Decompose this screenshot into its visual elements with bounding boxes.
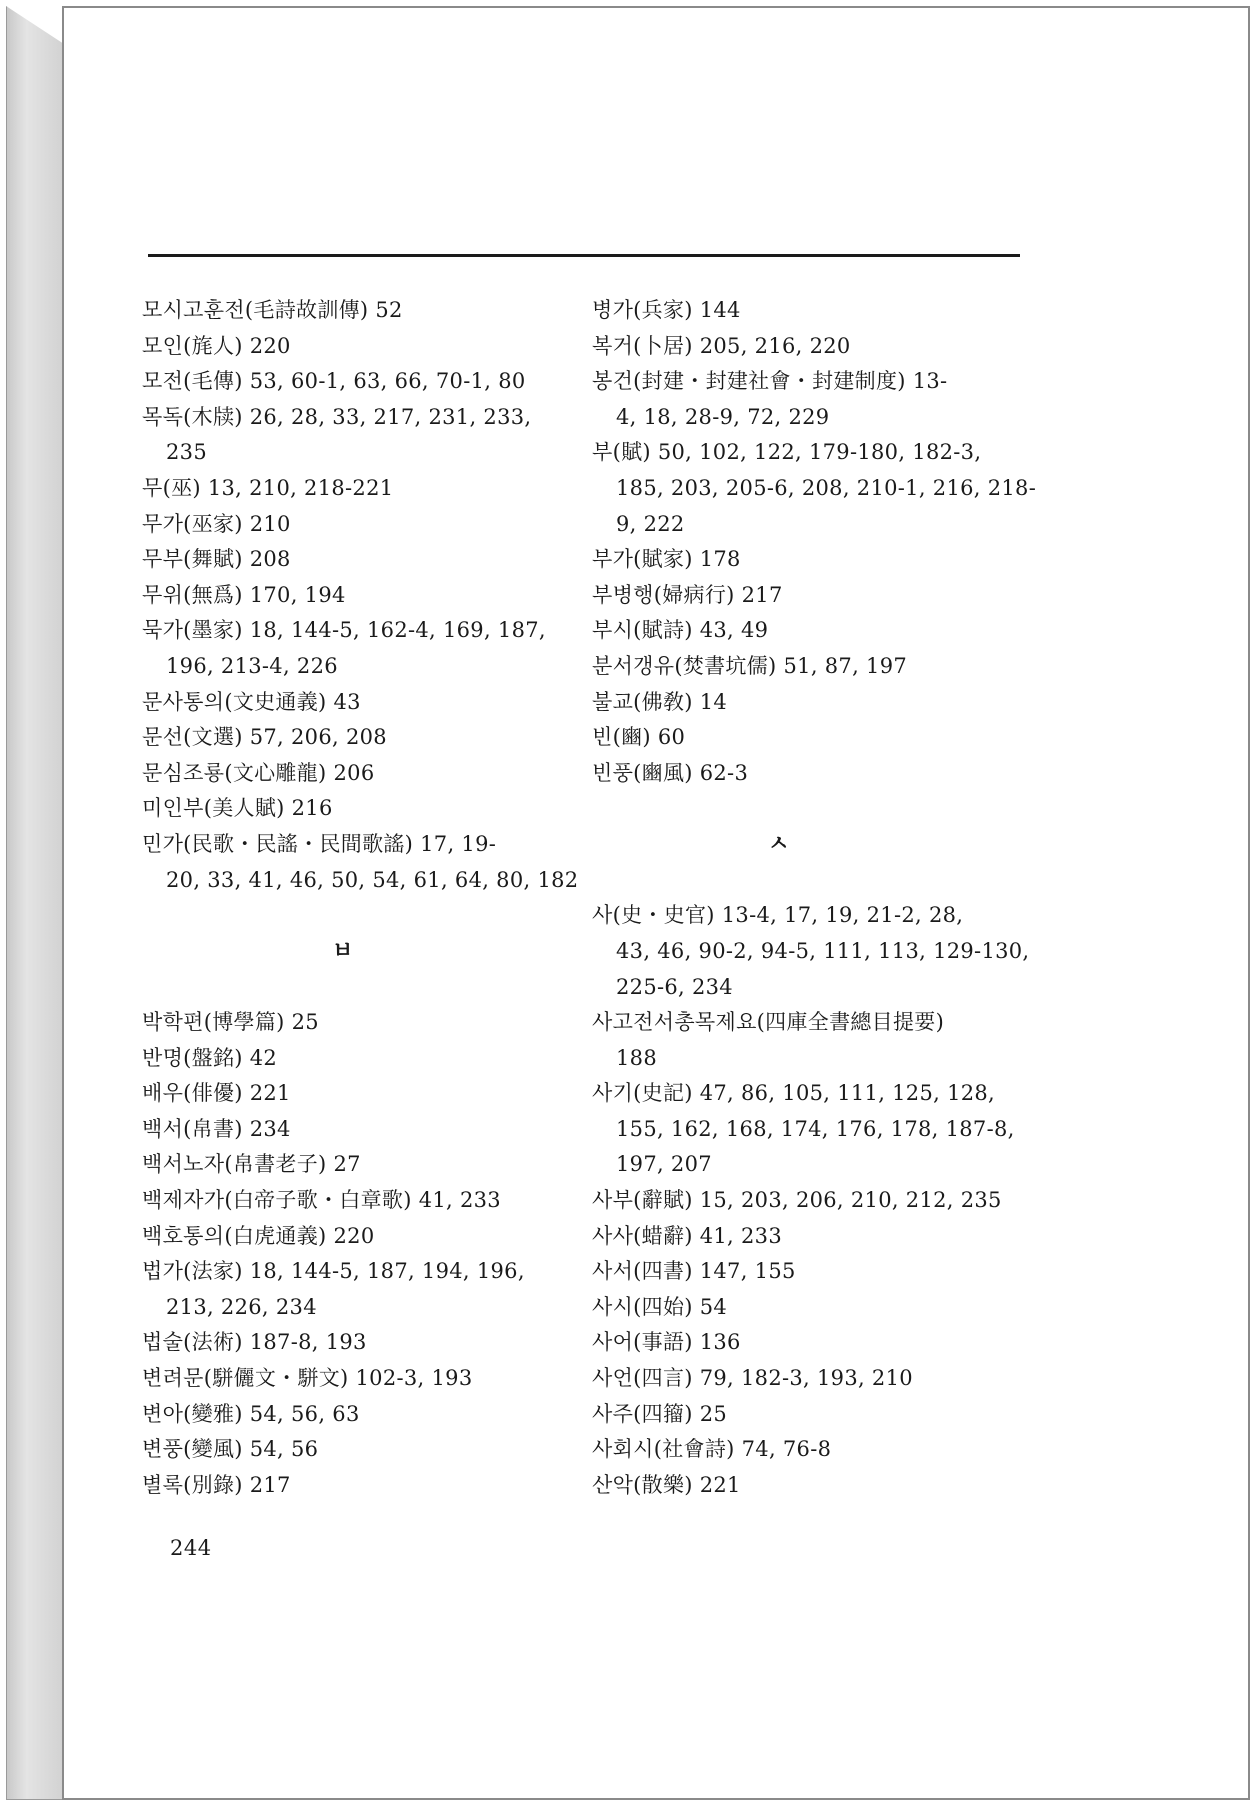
- index-entry: [142, 1468, 612, 1504]
- index-entry-line: 사시(四始) 54: [592, 1294, 728, 1319]
- index-entry-line: 모시고훈전(毛詩故訓傳) 52: [142, 298, 403, 322]
- index-entry-line: 사서(四書) 147, 155: [592, 1259, 796, 1284]
- index-entry: [142, 827, 612, 898]
- left-column: [142, 293, 612, 1503]
- index-entry-line: 무부(舞賦) 208: [142, 547, 291, 572]
- index-entry-line: 사부(辭賦) 15, 203, 206, 210, 212, 235: [592, 1188, 1002, 1213]
- index-entry: [142, 329, 612, 365]
- index-entry: [592, 613, 1032, 649]
- index-entry: [592, 542, 1032, 578]
- index-entry-line: 백서노자(帛書老子) 27: [142, 1152, 361, 1177]
- index-entry: [592, 898, 1032, 1005]
- index-entry-line: 사사(蜡辭) 41, 233: [592, 1223, 782, 1248]
- index-entry-line: 민가(民歌・民謠・民間歌謠) 17, 19-: [142, 831, 497, 856]
- index-entry-line: 묵가(墨家) 18, 144-5, 162-4, 169, 187,: [142, 618, 546, 643]
- index-entry: [142, 791, 612, 827]
- index-entry-line: 백서(帛書) 234: [142, 1116, 291, 1141]
- index-entry-line: 빈(豳) 60: [592, 725, 686, 750]
- index-entry: [142, 364, 612, 400]
- index-entry-line: 법술(法術) 187-8, 193: [142, 1330, 367, 1355]
- header-rule: [148, 254, 1020, 257]
- index-entry-line: 부병행(婦病行) 217: [592, 582, 783, 607]
- index-entry-line: 사주(四籀) 25: [592, 1401, 728, 1426]
- right-column: [592, 293, 1037, 1503]
- index-entry-line: 부(賦) 50, 102, 122, 179-180, 182-3,: [592, 440, 982, 465]
- index-entry-line: 사어(事語) 136: [592, 1330, 741, 1355]
- index-entry-line: 무(巫) 13, 210, 218-221: [142, 475, 394, 500]
- index-entry: [592, 756, 1032, 792]
- index-entry: [142, 1005, 612, 1041]
- index-entry-line: 사회시(社會詩) 74, 76-8: [592, 1437, 832, 1462]
- index-entry: [142, 1112, 612, 1148]
- index-entry-continuation: 20, 33, 41, 46, 50, 54, 61, 64, 80, 182: [166, 867, 579, 892]
- index-entry: [592, 1468, 1032, 1504]
- index-entry: [142, 293, 612, 329]
- index-entry: [142, 1254, 612, 1325]
- index-entry: [142, 1041, 612, 1077]
- index-entry-line: 산악(散樂) 221: [592, 1472, 741, 1497]
- index-entry: [592, 649, 1032, 685]
- index-entry-line: 사(史・史官) 13-4, 17, 19, 21-2, 28,: [592, 903, 964, 928]
- index-entry-line: 별록(別錄) 217: [142, 1472, 291, 1497]
- index-entry-continuation: 197, 207: [616, 1152, 712, 1177]
- index-entry-line: 무위(無爲) 170, 194: [142, 582, 346, 607]
- index-entry-line: 복거(卜居) 205, 216, 220: [592, 333, 851, 358]
- index-entry: [592, 685, 1032, 721]
- index-entry: [592, 1290, 1032, 1326]
- index-entry-line: 배우(俳優) 221: [142, 1081, 291, 1106]
- index-entry: [592, 1432, 1032, 1468]
- index-entry-line: 미인부(美人賦) 216: [142, 796, 333, 821]
- index-entry: [592, 1325, 1032, 1361]
- index-entry-line: 문선(文選) 57, 206, 208: [142, 725, 387, 750]
- index-entry: [142, 1432, 612, 1468]
- index-entry: [592, 1254, 1032, 1290]
- index-entry: [142, 1397, 612, 1433]
- index-entry: [142, 1219, 612, 1255]
- index-entry-continuation: 225-6, 234: [616, 974, 733, 999]
- index-entry-line: 부가(賦家) 178: [592, 547, 741, 572]
- index-entry: [592, 364, 1032, 435]
- index-entry: [142, 1361, 612, 1397]
- index-entry-continuation: 235: [166, 440, 207, 465]
- index-entry: [142, 1325, 612, 1361]
- index-entry-line: 백호통의(白虎通義) 220: [142, 1223, 375, 1248]
- index-entry: [592, 578, 1032, 614]
- index-entry-line: 모인(旄人) 220: [142, 333, 291, 358]
- section-heading: ㅅ: [768, 831, 790, 858]
- index-entry: [592, 1397, 1032, 1433]
- index-entry-line: 박학편(博學篇) 25: [142, 1010, 319, 1035]
- index-entry-line: 봉건(封建・封建社會・封建制度) 13-: [592, 369, 948, 394]
- index-entry: [592, 720, 1032, 756]
- index-entry-line: 문사통의(文史通義) 43: [142, 689, 361, 714]
- section-heading: ㅂ: [332, 938, 354, 965]
- index-entry-line: 모전(毛傳) 53, 60-1, 63, 66, 70-1, 80: [142, 369, 526, 394]
- index-entry: [142, 756, 612, 792]
- index-entry-line: 병가(兵家) 144: [592, 298, 741, 322]
- index-entry-line: 변려문(駢儷文・駢文) 102-3, 193: [142, 1366, 473, 1391]
- index-entry-line: 변풍(變風) 54, 56: [142, 1437, 319, 1462]
- index-entry-line: 사언(四言) 79, 182-3, 193, 210: [592, 1366, 913, 1391]
- index-entry-continuation: 196, 213-4, 226: [166, 653, 338, 678]
- index-entry-line: 무가(巫家) 210: [142, 511, 291, 536]
- index-entry: [142, 471, 612, 507]
- index-entry: [142, 685, 612, 721]
- index-entry-line: 변아(變雅) 54, 56, 63: [142, 1401, 360, 1426]
- index-entry: [592, 1076, 1032, 1183]
- index-entry: [592, 1183, 1032, 1219]
- index-entry-line: 사기(史記) 47, 86, 105, 111, 125, 128,: [592, 1081, 996, 1106]
- index-entry: [592, 1361, 1032, 1397]
- index-entry-continuation: 185, 203, 205-6, 208, 210-1, 216, 218-: [616, 475, 1037, 500]
- index-entry-line: 빈풍(豳風) 62-3: [592, 760, 749, 785]
- index-entry: [142, 1076, 612, 1112]
- page-number: 244: [170, 1536, 212, 1560]
- index-entry: [142, 507, 612, 543]
- index-entry-line: 백제자가(白帝子歌・白章歌) 41, 233: [142, 1188, 501, 1213]
- index-entry: [142, 578, 612, 614]
- index-entry-line: 법가(法家) 18, 144-5, 187, 194, 196,: [142, 1259, 525, 1284]
- index-entry: [592, 1219, 1032, 1255]
- index-entry-line: 부시(賦詩) 43, 49: [592, 618, 769, 643]
- index-entry: [592, 293, 1032, 329]
- index-entry: [142, 1147, 612, 1183]
- index-entry-line: 분서갱유(焚書坑儒) 51, 87, 197: [592, 653, 908, 678]
- index-entry-line: 불교(佛敎) 14: [592, 689, 728, 714]
- index-entry-line: 목독(木牍) 26, 28, 33, 217, 231, 233,: [142, 404, 532, 429]
- index-entry-continuation: 213, 226, 234: [166, 1294, 317, 1319]
- index-entry-line: 반명(盤銘) 42: [142, 1045, 278, 1070]
- index-entry-continuation: 4, 18, 28-9, 72, 229: [616, 404, 830, 429]
- index-entry: [142, 400, 612, 471]
- index-entry-continuation: 188: [616, 1045, 657, 1070]
- index-entry: [142, 542, 612, 578]
- index-entry: [592, 435, 1037, 542]
- index-entry: [592, 329, 1032, 365]
- index-entry: [592, 1005, 1032, 1076]
- index-entry: [142, 720, 612, 756]
- index-entry: [142, 1183, 612, 1219]
- index-entry: [142, 613, 612, 684]
- index-entry-continuation: 9, 222: [616, 511, 685, 536]
- index-entry-line: 사고전서총목제요(四庫全書總目提要): [592, 1010, 945, 1035]
- book-spine: [6, 6, 64, 1800]
- index-entry-continuation: 43, 46, 90-2, 94-5, 111, 113, 129-130,: [616, 938, 1030, 963]
- index-entry-line: 문심조룡(文心雕龍) 206: [142, 760, 375, 785]
- index-entry-continuation: 155, 162, 168, 174, 176, 178, 187-8,: [616, 1116, 1015, 1141]
